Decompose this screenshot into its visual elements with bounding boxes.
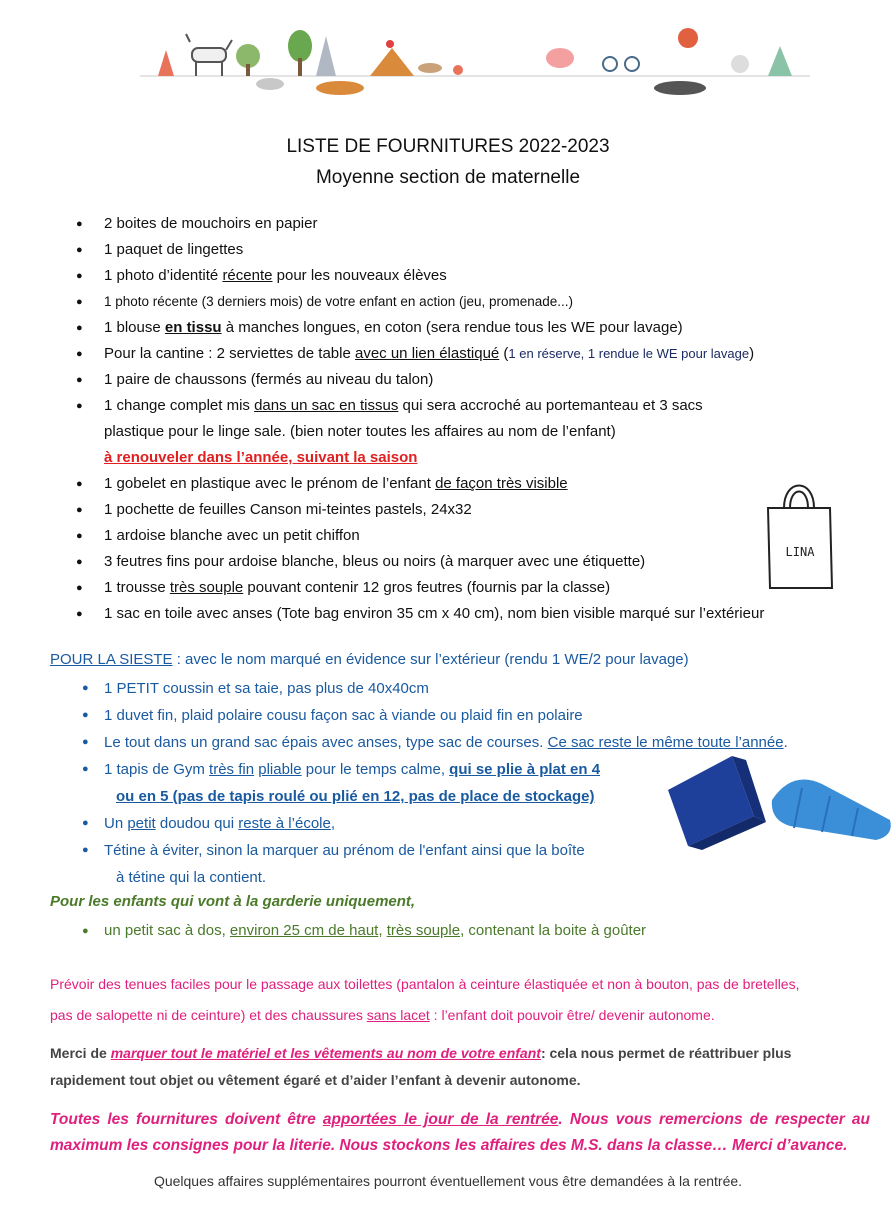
cloud-rain-icon [678,28,698,48]
list-item: ● 1 change complet mis dans un sac en tissus qui sera accroché au portemanteau et 3 sacs plastique pour le linge sale. (bien noter toutes les affaires au nom de l’enfant) à renouveler dans l’année, suivant la saison [0,393,764,471]
list-item: ● 3 feutres fins pour ardoise blanche, bleus ou noirs (à marquer avec une étiquette) [0,549,764,575]
tote-label: LINA [785,545,815,559]
page-title: LISTE DE FOURNITURES 2022-2023 [286,136,610,157]
list-item: ● 1 trousse très souple pouvant contenir 12 gros feutres (fournis par la classe) [0,575,764,601]
list-item: ● Le tout dans un grand sac épais avec anses, type sac de courses. Ce sac reste le même toute l’année. [0,729,788,756]
deer-icon [186,34,232,76]
list-item: ● 2 boites de mouchoirs en papier [0,211,764,237]
list-item: ● 1 PETIT coussin et sa taie, pas plus de 40x40cm [0,675,788,702]
list-item: ● un petit sac à dos, environ 25 cm de haut, très souple, contenant la boite à goûter [0,918,646,944]
bicycle-icon [603,57,617,71]
list-item: ● 1 pochette de feuilles Canson mi-teintes pastels, 24x32 [0,497,764,523]
list-item: ● Pour la cantine : 2 serviettes de table avec un lien élastiqué (1 en réserve, 1 rendue le WE pour lavage) [0,341,764,367]
list-item: ● 1 ardoise blanche avec un petit chiffon [0,523,764,549]
garderie-list [0,918,646,944]
list-item: ● 1 paire de chaussons (fermés au niveau du talon) [0,367,764,393]
list-item: ● 1 photo récente (3 derniers mois) de votre enfant en action (jeu, promenade...) [0,289,764,315]
list-item: ● 1 duvet fin, plaid polaire cousu façon sac à viande ou plaid fin en polaire [0,702,788,729]
list-item: ● 1 blouse en tissu à manches longues, en coton (sera rendue tous les WE pour lavage) [0,315,764,341]
sieste-heading: POUR LA SIESTE : avec le nom marqué en évidence sur l’extérieur (rendu 1 WE/2 pour lavage) [50,651,689,668]
nature-banner-illustration [140,18,810,118]
tent-icon [370,48,414,76]
footer-note: Quelques affaires supplémentaires pourront éventuellement vous être demandées à la rentrée. [153,1173,743,1189]
tote-bag-illustration [762,474,836,594]
list-item: ● Tétine à éviter, sinon la marquer au prénom de l'enfant ainsi que la boîte à tétine qui la contient. [0,837,788,891]
gym-mats-illustration [662,750,894,850]
prevoir-paragraph: Prévoir des tenues faciles pour le passage aux toilettes (pantalon à ceinture élastiquée et non à bouton, pas de bretelles, pas de salopette ni de ceinture) et des chaussures sans lacet : l’enfant doit pouvoir être/ devenir autonome. [50,976,800,1023]
list-item: ● Un petit doudou qui reste à l’école, [0,810,788,837]
list-item: ● 1 tapis de Gym très fin pliable pour le temps calme, qui se plie à plat en 4 ou en 5 (pas de tapis roulé ou plié en 12, pas de place de stockage) [0,756,788,810]
badger-icon [654,81,706,95]
list-item: ● 1 paquet de lingettes [0,237,764,263]
fournitures-notice: Toutes les fournitures doivent être apportées le jour de la rentrée. Nous vous remercions de respecter au maximum les consignes pour la literie. Nous stockons les affaires des M.S. dans la classe… Merci d’avance. [50,1111,870,1154]
list-item: ● 1 gobelet en plastique avec le prénom de l’enfant de façon très visible [0,471,764,497]
page-subtitle: Moyenne section de maternelle [315,167,581,188]
list-item: ● 1 sac en toile avec anses (Tote bag environ 35 cm x 40 cm), nom bien visible marqué sur l’extérieur [0,601,764,627]
fox-icon [316,81,364,95]
garderie-heading: Pour les enfants qui vont à la garderie uniquement, [50,893,416,910]
list-item: ● 1 photo d’identité récente pour les nouveaux élèves [0,263,764,289]
supplies-list [0,211,764,627]
merci-paragraph: Merci de marquer tout le matériel et les vêtements au nom de votre enfant: cela nous permet de réattribuer plus rapidement tout objet ou vêtement égaré et d’aider l’enfant à devenir autonome. [50,1045,792,1088]
